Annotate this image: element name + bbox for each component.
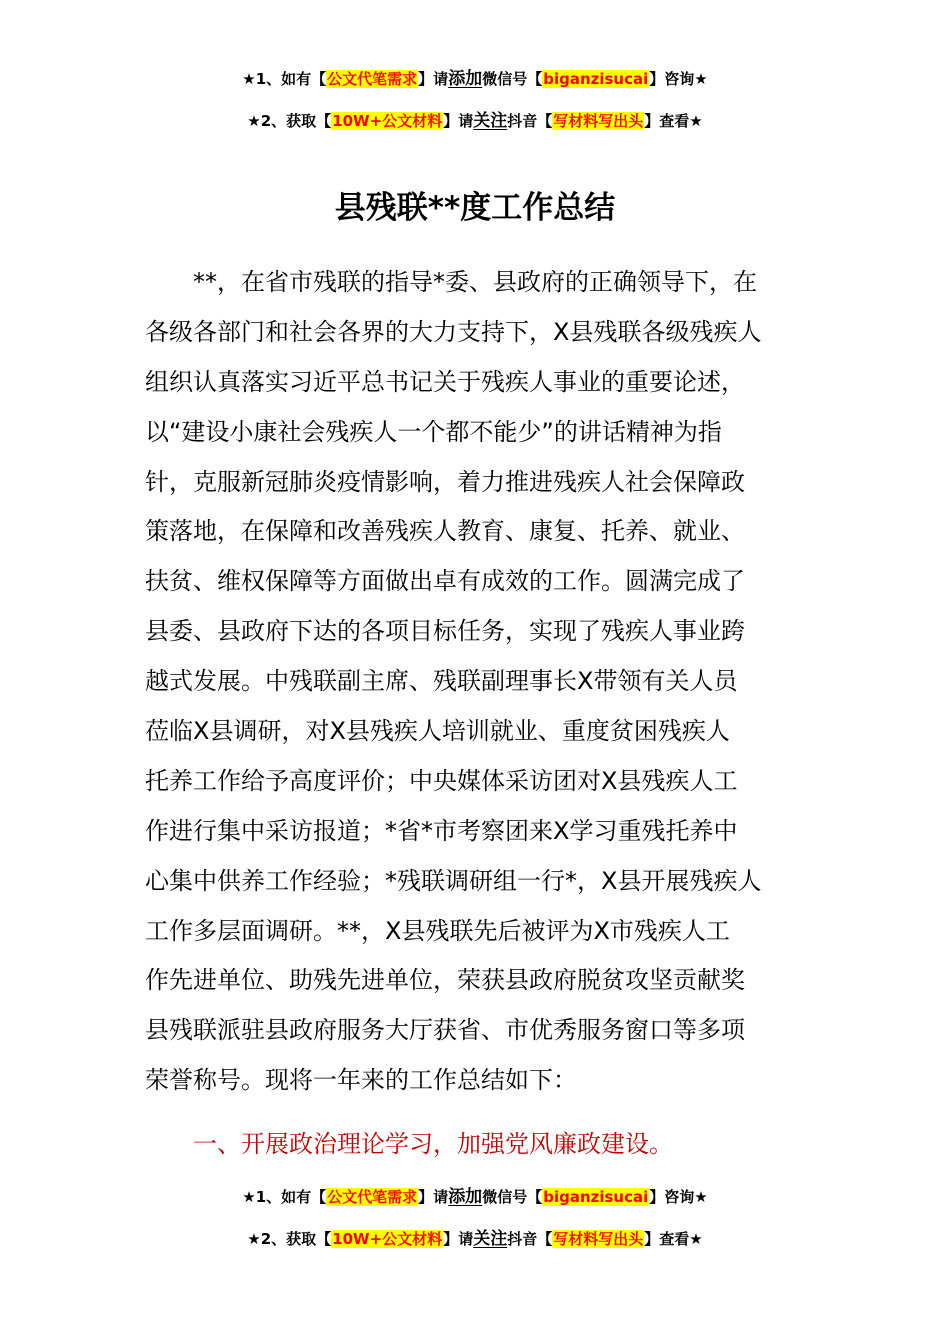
paragraph-line: 作先进单位、助残先进单位，荣获县政府脱贫攻坚贡献奖 <box>145 966 745 995</box>
paragraph-line: 以“建设小康社会残疾人一个都不能少”的讲话精神为指 <box>145 417 722 446</box>
paragraph-line: 县委、县政府下达的各项目标任务，实现了残疾人事业跨 <box>145 617 745 646</box>
promo-text: 抖音【 <box>507 1230 553 1248</box>
promo-text: 】请 <box>418 70 449 88</box>
promo-suffix: 】咨询★ <box>649 1188 708 1206</box>
document-paragraph <box>145 258 815 1106</box>
section-heading: 一、开展政治理论学习，加强党风廉政建设。 <box>193 1130 673 1158</box>
promo-text: 抖音【 <box>507 112 553 130</box>
promo-highlight-wechat: biganzisucai <box>543 1188 649 1206</box>
paragraph-line: 莅临X县调研，对X县残疾人培训就业、重度贫困残疾人 <box>145 717 730 746</box>
paragraph-line: 心集中供养工作经验；*残联调研组一行*，X县开展残疾人 <box>145 866 762 895</box>
promo-highlight-wechat: biganzisucai <box>543 70 649 88</box>
promo-highlight-douyin: 写材料写出头 <box>553 1230 644 1248</box>
paragraph-line: 各级各部门和社会各界的大力支持下，X县残联各级残疾人 <box>145 317 762 346</box>
paragraph-line: 组织认真落实习近平总书记关于残疾人事业的重要论述， <box>145 367 745 396</box>
paragraph-line: 扶贫、维权保障等方面做出卓有成效的工作。圆满完成了 <box>145 567 745 596</box>
promo-emphasis: 添加 <box>448 1187 483 1207</box>
promo-suffix: 】咨询★ <box>649 70 708 88</box>
promo-suffix: 】查看★ <box>644 1230 703 1248</box>
paragraph-line: 荣誉称号。现将一年来的工作总结如下： <box>145 1066 577 1095</box>
paragraph-line: 针，克服新冠肺炎疫情影响，着力推进残疾人社会保障政 <box>145 467 745 496</box>
paragraph-line: 策落地，在保障和改善残疾人教育、康复、托养、就业、 <box>145 517 745 546</box>
paragraph-line: **，在省市残联的指导*委、县政府的正确领导下，在 <box>145 268 757 296</box>
document-title: 县残联**度工作总结 <box>334 190 616 226</box>
footer-promo-line-2 <box>0 1228 950 1250</box>
promo-prefix: ★2、获取【 <box>247 1230 332 1248</box>
promo-highlight-douyin: 写材料写出头 <box>553 112 644 130</box>
paragraph-line: 越式发展。中残联副主席、残联副理事长X带领有关人员 <box>145 667 738 696</box>
paragraph-line: 托养工作给予高度评价；中央媒体采访团对X县残疾人工 <box>145 766 738 795</box>
footer-promo-line-1 <box>0 1186 950 1208</box>
promo-highlight-service: 公文代笔需求 <box>327 1188 418 1206</box>
promo-emphasis: 关注 <box>473 1229 508 1249</box>
promo-prefix: ★1、如有【 <box>242 1188 327 1206</box>
promo-emphasis: 添加 <box>448 69 483 89</box>
promo-text: 微信号【 <box>482 1188 543 1206</box>
promo-prefix: ★2、获取【 <box>247 112 332 130</box>
paragraph-line: 作进行集中采访报道；*省*市考察团来X学习重残托养中 <box>145 816 738 845</box>
promo-text: 】请 <box>418 1188 449 1206</box>
promo-highlight-materials: 10W+公文材料 <box>332 1230 443 1248</box>
header-promo-line-2 <box>0 110 950 132</box>
promo-highlight-materials: 10W+公文材料 <box>332 112 443 130</box>
promo-highlight-service: 公文代笔需求 <box>327 70 418 88</box>
paragraph-line: 县残联派驻县政府服务大厅获省、市优秀服务窗口等多项 <box>145 1016 745 1045</box>
promo-text: 微信号【 <box>482 70 543 88</box>
promo-suffix: 】查看★ <box>644 112 703 130</box>
promo-prefix: ★1、如有【 <box>242 70 327 88</box>
paragraph-line: 工作多层面调研。**，X县残联先后被评为X市残疾人工 <box>145 916 730 945</box>
header-promo-line-1 <box>0 68 950 90</box>
promo-emphasis: 关注 <box>473 111 508 131</box>
promo-text: 】请 <box>443 1230 474 1248</box>
promo-text: 】请 <box>443 112 474 130</box>
